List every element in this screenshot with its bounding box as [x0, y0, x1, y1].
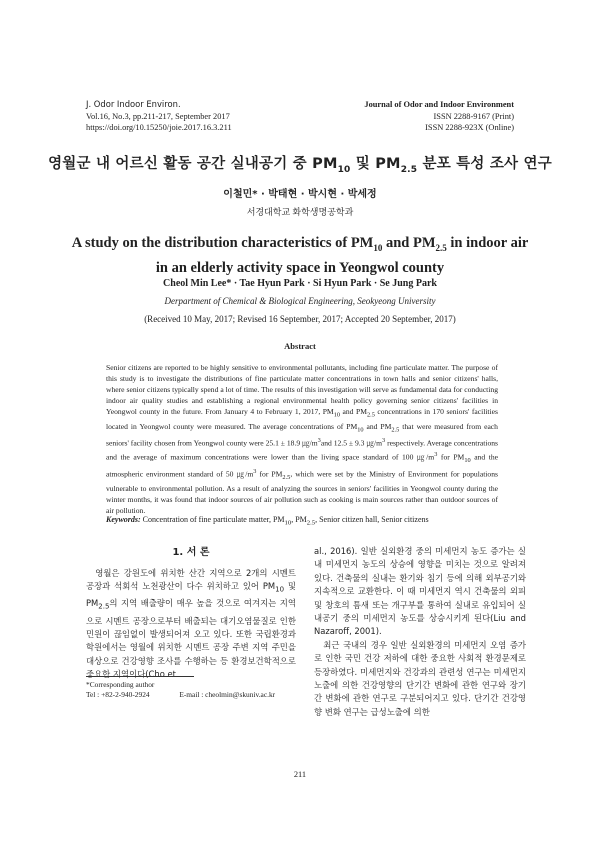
abstract-sup: 3	[317, 437, 321, 445]
title-ko-sub: 2.5	[400, 164, 418, 175]
issn-online: ISSN 2288-923X (Online)	[425, 123, 514, 132]
issn-print: ISSN 2288-9167 (Print)	[433, 111, 514, 121]
paper-title-english	[70, 233, 530, 278]
footnote-email[interactable]: E-mail : cheolmin@skuniv.ac.kr	[179, 690, 276, 699]
footnote	[86, 680, 301, 700]
keywords	[106, 515, 498, 527]
abstract-text: that were measured from each seniors' facility chosen from Yeongwol county were 25.1 ± 18.9 ㎍/m	[106, 421, 498, 448]
abstract-sub: 10	[464, 456, 471, 464]
journal-header-left	[86, 99, 232, 134]
abstract-text: and PM	[363, 421, 392, 431]
title-ko-sub: 10	[337, 164, 351, 175]
abstract-sup: 3	[434, 450, 438, 458]
body-text: 및 PM	[86, 581, 296, 609]
footnote-divider	[86, 676, 194, 677]
abstract-sup: 3	[382, 437, 386, 445]
body-paragraph: 최근 국내의 경우 일반 실외환경의 미세먼지 오염 증가로 인한 국민 건강 저하에 대한 중요한 사회적 환경문제로 등장하였다. 미세먼지와 건강과의 관련성 연구는 미세먼지 노출에 의한 건강영향의 단기간 변화에 관한 연구와 장기간 변화에 관한 연구로 구분되어지고 있다. 단기간 건강영향 변화 연구는 급성노출에 의한	[314, 639, 526, 717]
abstract-text: Senior citizens are reported to be highly sensitive to environmental pollutants, including fine particulate matter. The purpose of this study is to investigate the distributions of fine particulate matter concentrations in town halls and senior citizens' halls, where senior citizens typically spend a lot of time. The results of this investigation will serve as fundamental data for conducting indoor air quality studies and establishing a regional environmental health policy governing senior citizens' facilities in Yeongwol county in the future. From January 4 to February 1, 2017, PM	[106, 363, 498, 416]
abstract-body	[106, 362, 498, 516]
footnote-label: *Corresponding author	[86, 680, 155, 689]
authors-korean: 이철민* · 박태현 · 박시현 · 박세정	[223, 189, 377, 200]
journal-short-name: J. Odor Indoor Environ.	[86, 99, 181, 109]
keywords-label: Keywords:	[106, 515, 141, 524]
abstract-sub: 2.5	[282, 473, 291, 481]
keywords-text: Concentration of fine particulate matter, PM	[140, 515, 285, 524]
keywords-sub: 10	[284, 519, 292, 527]
authors-english: Cheol Min Lee* · Tae Hyun Park · Si Hyun Park · Se Jung Park	[163, 278, 437, 289]
abstract-text: concentrations in 170 seniors' facilities located in Yeongwol county were measured. The average concentrations of PM	[106, 407, 498, 431]
keywords-text: , PM	[291, 515, 307, 524]
section-title-introduction: 1. 서 론	[172, 547, 210, 558]
abstract-sup: 3	[253, 467, 257, 475]
keywords-sub: 2.5	[306, 519, 316, 527]
title-en-sub: 2.5	[435, 242, 447, 253]
journal-header-right	[364, 99, 514, 134]
abstract-sub: 2.5	[391, 426, 400, 434]
affiliation-korean: 서경대학교 화학생명공학과	[246, 207, 354, 217]
journal-full-name: Journal of Odor and Indoor Environment	[364, 100, 514, 109]
title-en-sub: 10	[373, 242, 383, 253]
abstract-text: , which were set by the Ministry of Environment for populations vulnerable to environmental pollution. As a result of analyzing the sources in seniors' facilities in Yeongwol county during the winter months, it was found that indoor sources of air pollution such as cooking is main sources rather than outdoor sources of air pollution.	[106, 469, 498, 515]
abstract-sub: 10	[357, 426, 364, 434]
body-text: 영월은 강원도에 위치한 산간 지역으로 2개의 시멘트 공장과 석회석 노천광산이 다수 위치하고 있어 PM	[86, 568, 296, 592]
journal-doi[interactable]: https://doi.org/10.15250/joie.2017.16.3.211	[86, 123, 232, 132]
footnote-contact	[86, 690, 301, 700]
body-sub: 10	[275, 586, 285, 595]
body-paragraph: al., 2016). 일반 실외환경 중의 미세먼지 농도 증가는 실내 미세먼지 농도의 상승에 영향을 미치는 것으로 알려져 있다. 건축물의 실내는 환기와 침기 등에 의해 외부공기와 지속적으로 교환한다. 이 때 미세먼지 역시 건축물의 외피 및 창호의 틈새 또는 개구부를 통하여 실내로 유입되어 실내공기 중의 미세먼지 농도를 상승시키게 된다(Liu and Nazaroff, 2001).	[314, 546, 526, 637]
abstract-text: and 12.5 ± 9.3 ㎍/m	[320, 438, 382, 448]
body-sub: 2.5	[98, 603, 110, 612]
abstract-text: and PM	[340, 407, 367, 416]
abstract-sub: 10	[333, 411, 341, 419]
title-ko-part: 영월군 내 어르신 활동 공간 실내공기 중 PM	[48, 156, 338, 172]
title-en-part: in indoor air in an elderly activity space in Yeongwol county	[155, 235, 529, 276]
paper-title-korean	[0, 152, 600, 175]
journal-volume: Vol.16, No.3, pp.211-217, September 2017	[86, 111, 230, 121]
title-en-part: and PM	[382, 235, 436, 251]
keywords-text: , Senior citizen hall, Senior citizens	[315, 515, 429, 524]
received-dates: (Received 10 May, 2017; Revised 16 September, 2017; Accepted 20 September, 2017)	[144, 314, 456, 324]
title-en-part: A study on the distribution characteristics of PM	[71, 235, 374, 251]
abstract-text: respectively. Average concentrations and the average of maximum concentrations were lower than the living space standard of 100 ㎍/m	[106, 438, 498, 462]
title-ko-part: 분포 특성 조사 연구	[417, 156, 552, 172]
abstract-heading: Abstract	[284, 341, 316, 351]
abstract-text: for PM	[256, 469, 283, 479]
abstract-text: and the atmospheric environment standard of 50 ㎍/m	[106, 452, 498, 479]
abstract-sub: 2.5	[366, 411, 375, 419]
affiliation-english: Derpartment of Chemical & Biological Engineering, Seokyeong University	[164, 296, 436, 306]
body-column-left	[86, 567, 296, 682]
page-number: 211	[293, 770, 307, 779]
body-text: 의 지역 배출량이 매우 높을 것으로 여겨지는 지역으로 시멘트 공장으로부터 배출되는 대기오염물질로 인한 민원이 끊임없이 발생되어져 오고 있다. 또한 국립환경과학원에서는 영월에 위치한 시멘트 공장 주변 지역 주민을 대상으로 건강영향 조사를 수행하는 등 환경보건학적으로 중요한 지역이다(Cho et	[86, 598, 296, 680]
body-column-right	[314, 545, 526, 719]
footnote-tel: Tel : +82-2-940-2924	[86, 690, 150, 699]
title-ko-part: 및 PM	[350, 156, 401, 172]
abstract-text: for PM	[437, 452, 465, 462]
